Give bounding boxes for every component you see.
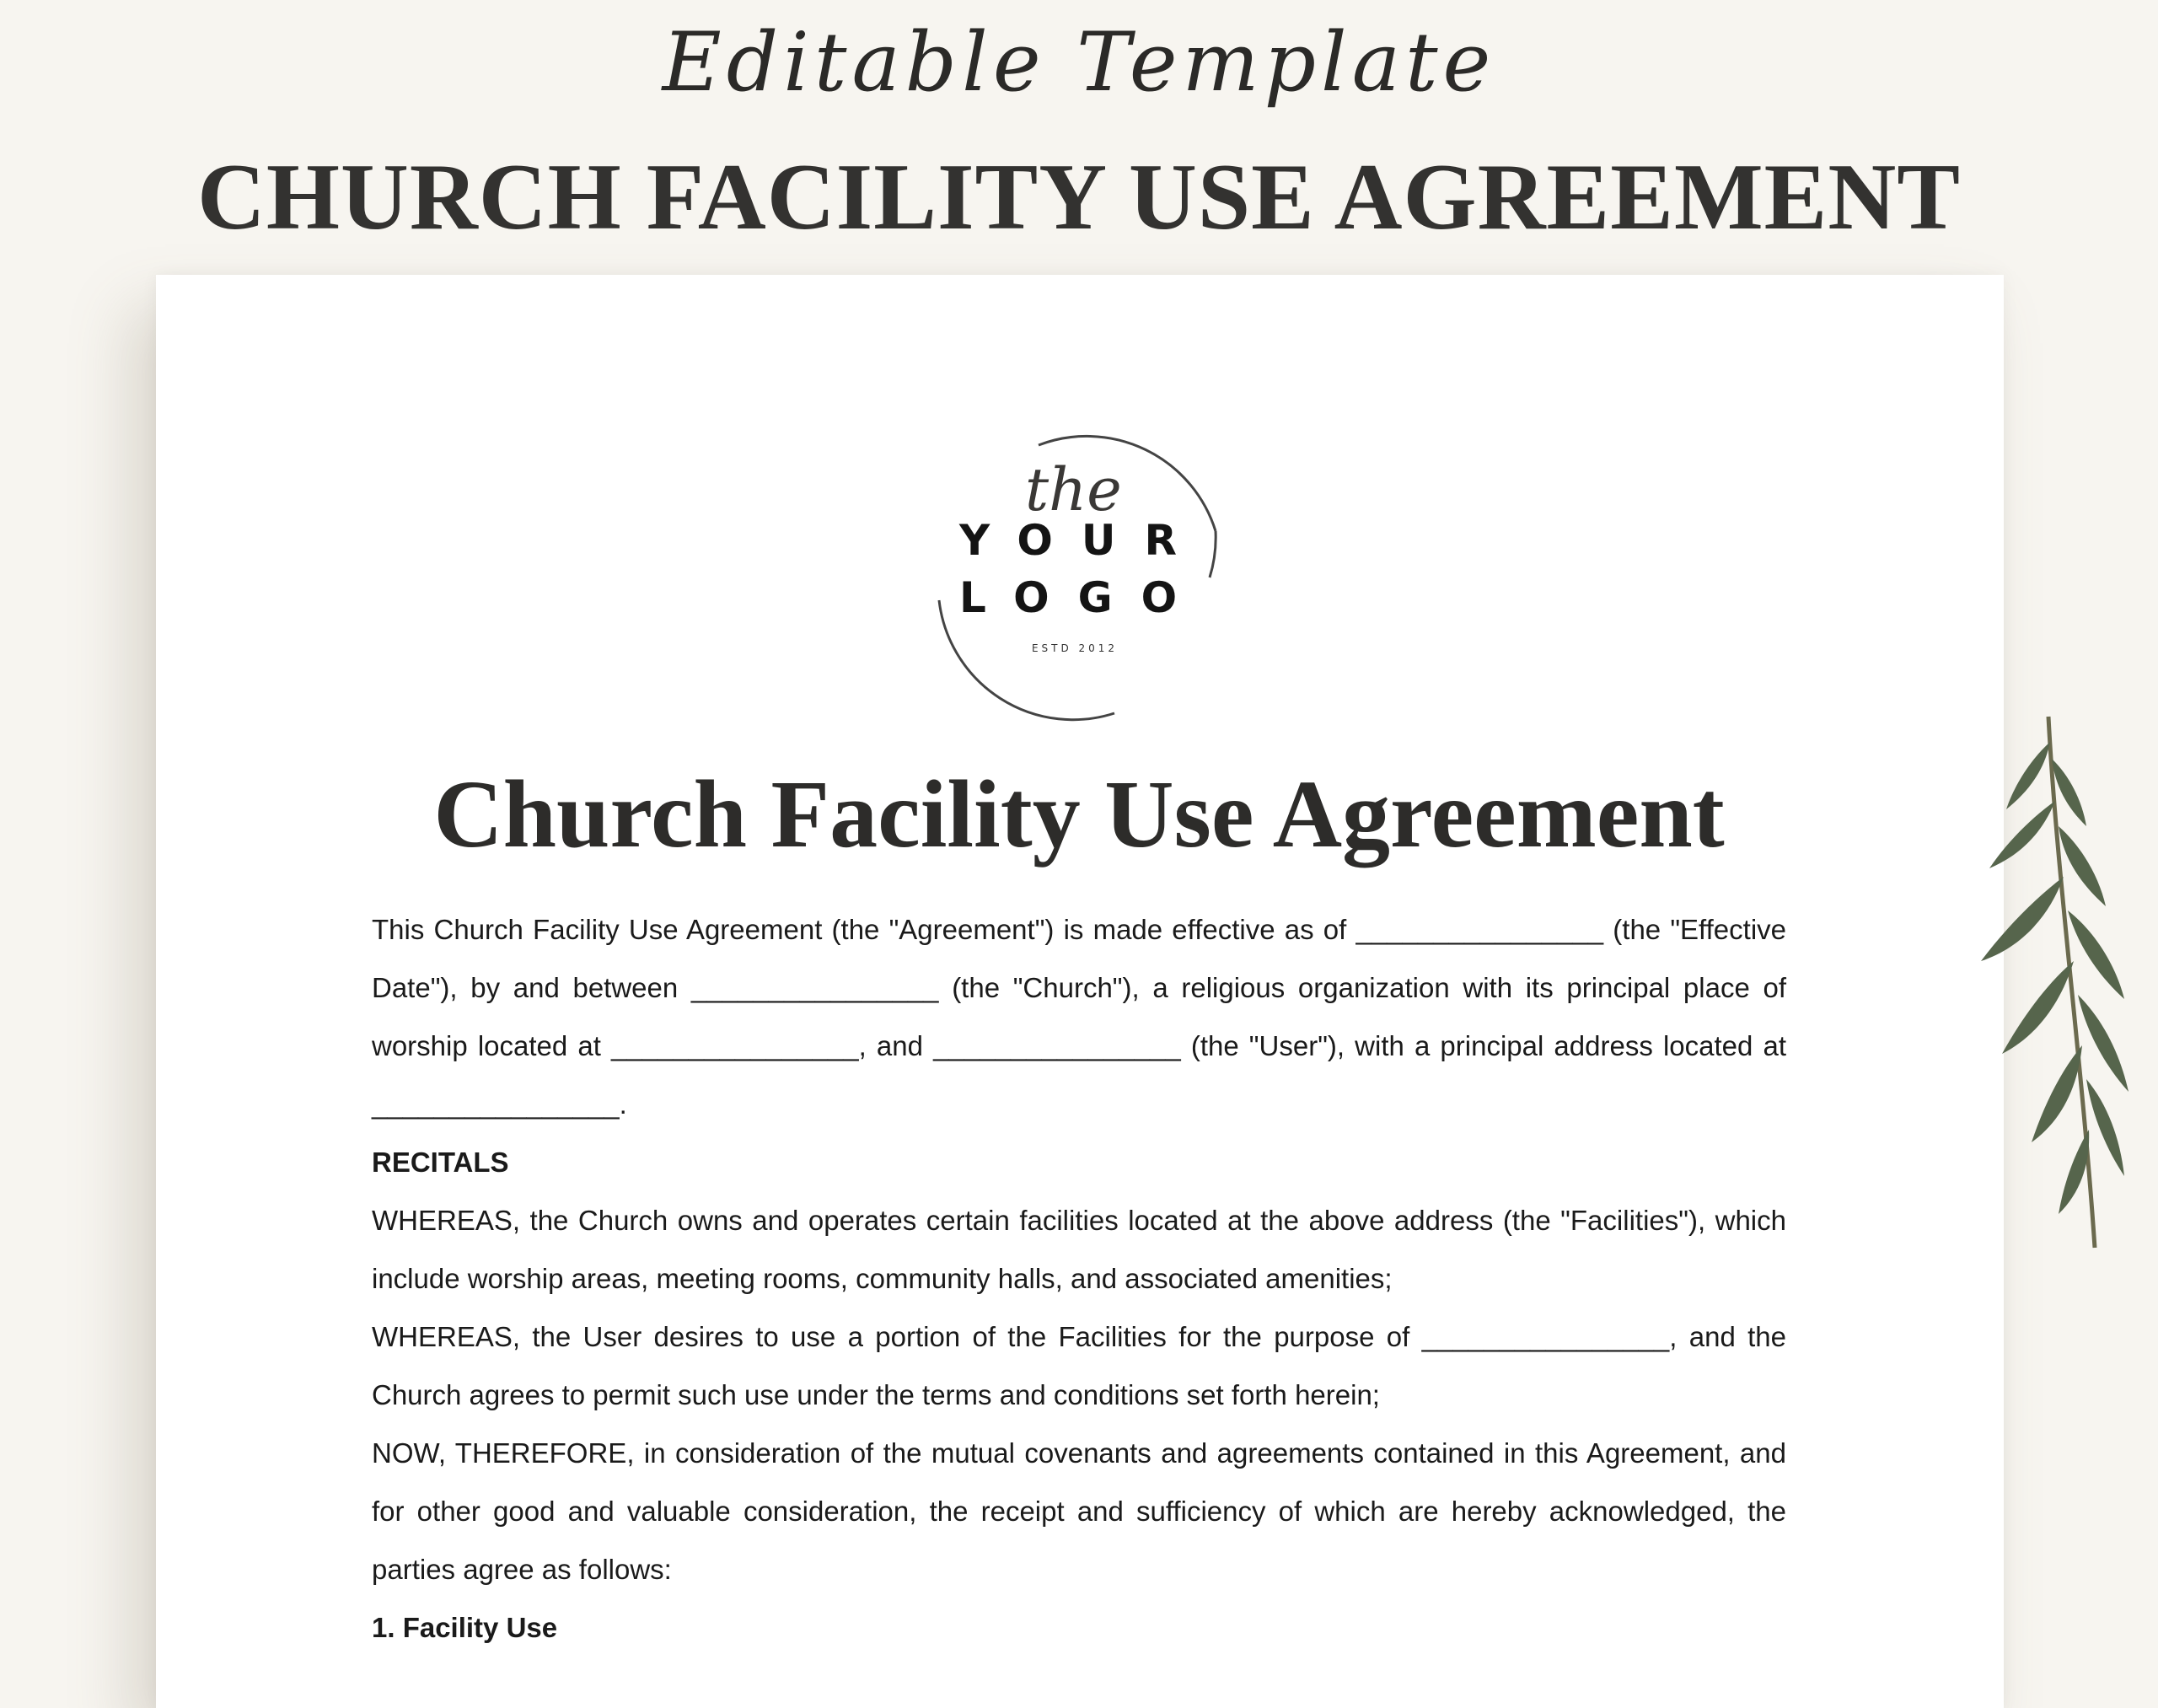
logo-placeholder	[927, 422, 1222, 725]
logo-the-script: the	[1025, 455, 1122, 524]
intro-paragraph: This Church Facility Use Agreement (the "Agreement") is made effective as of ________________ (the "Effective Date"), by and between ________________ (the "Church"), a religious organization with its principal place of worship located at ________________, and ________________ (the "User"), with a principal address located at ________________.	[372, 914, 1786, 1120]
whereas-paragraph-1: WHEREAS, the Church owns and operates certain facilities located at the above address (the "Facilities"), which include worship areas, meeting rooms, community halls, and associated amenities;	[372, 1205, 1786, 1294]
banner-title: CHURCH FACILITY USE AGREEMENT	[197, 145, 1961, 250]
logo-word-your: YOUR	[959, 516, 1206, 565]
whereas-paragraph-2: WHEREAS, the User desires to use a portion of the Facilities for the purpose of ________________, and the Church agrees to permit such use under the terms and conditions set forth herein;	[372, 1321, 1786, 1410]
section-1-heading: 1. Facility Use	[372, 1612, 558, 1643]
recitals-heading: RECITALS	[372, 1147, 509, 1178]
document-title: Church Facility Use Agreement	[433, 760, 1725, 867]
document-body	[372, 900, 1786, 1657]
now-therefore-paragraph: NOW, THEREFORE, in consideration of the mutual covenants and agreements contained in this Agreement, and for other good and valuable consideration, the receipt and sufficiency of which are hereby acknowledged, the parties agree as follows:	[372, 1437, 1786, 1585]
rosemary-sprig-icon	[1956, 708, 2158, 1256]
script-heading: Editable Template	[662, 15, 1496, 110]
logo-word-logo: LOGO	[959, 573, 1206, 622]
logo-estd: ESTD 2012	[1031, 642, 1119, 654]
